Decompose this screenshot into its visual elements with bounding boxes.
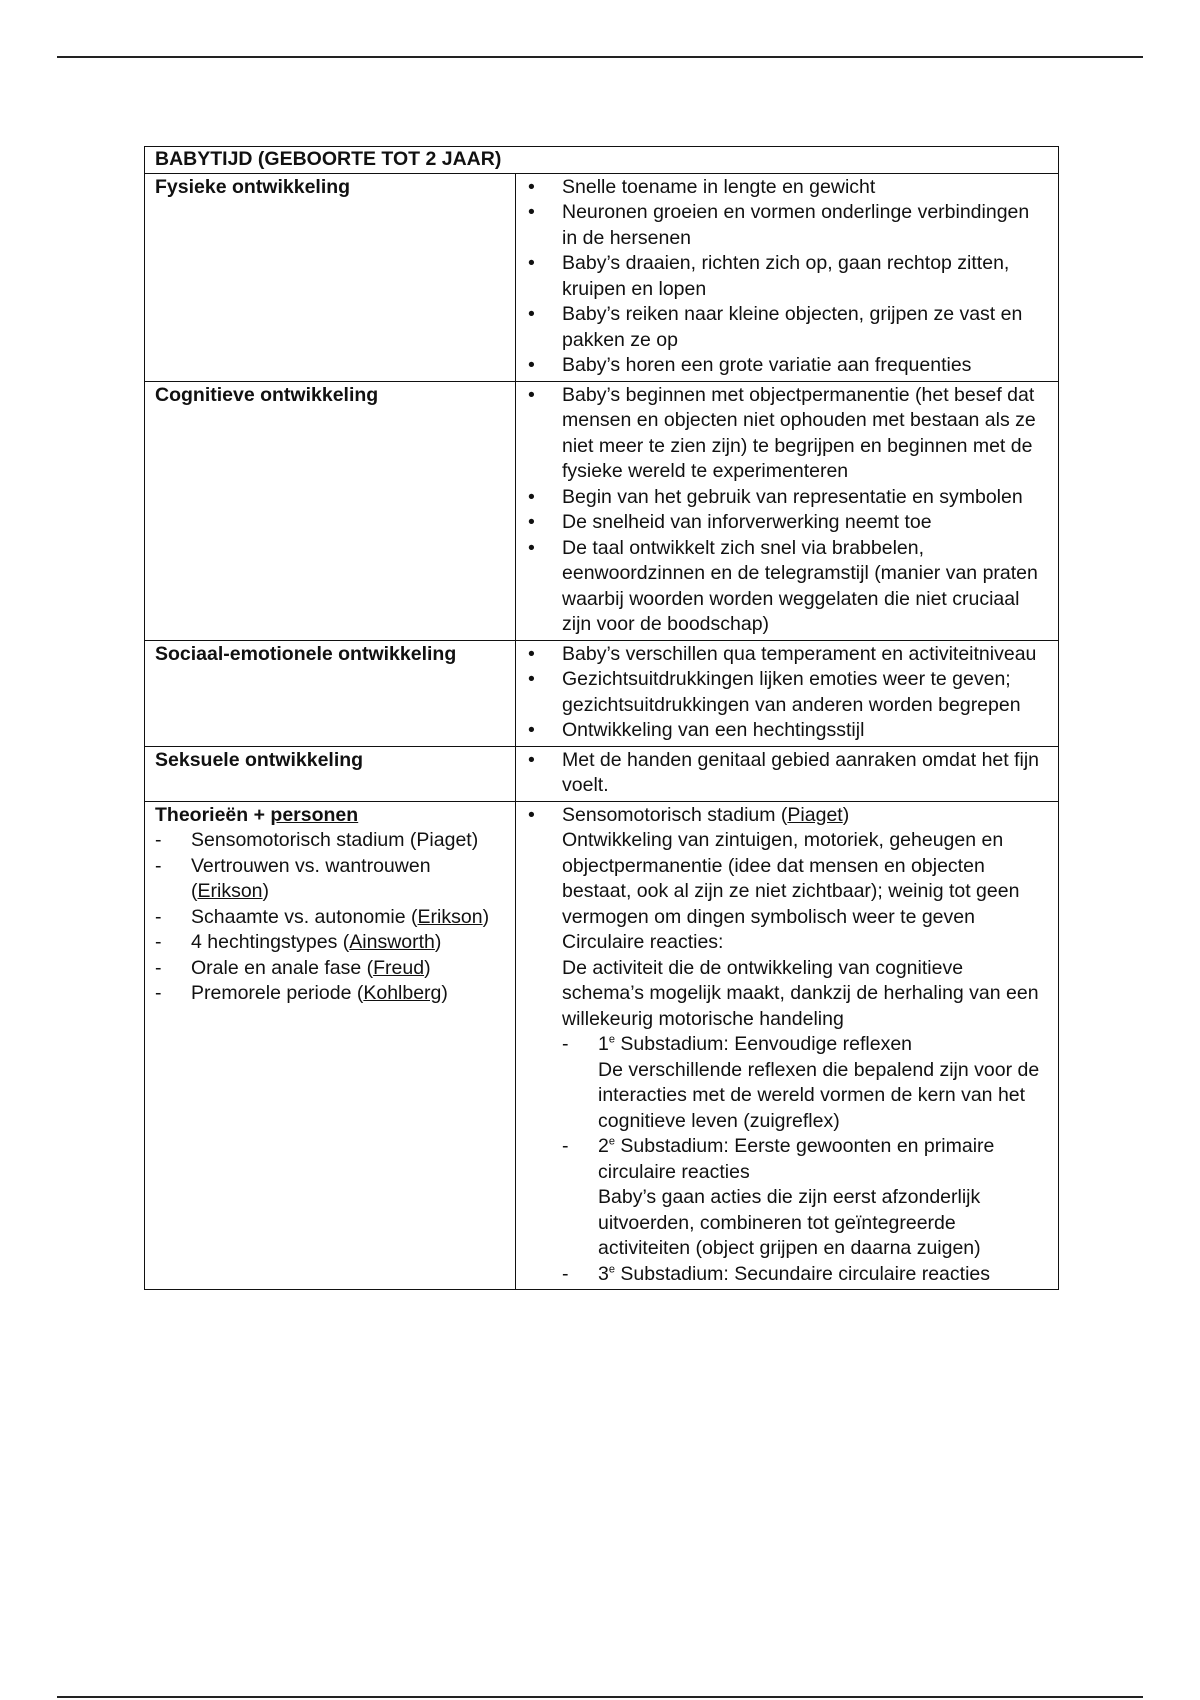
list-item: • Sensomotorisch stadium (Piaget) Ontwikkeling van zintuigen, motoriek, geheugen en objectpermanentie (idee dat mensen en objecten bestaat, ook al zijn ze niet zichtbaar); weinig tot geen vermogen om dingen symbolisch weer te geven Circulaire reacties: De activiteit die de ontwikkeling van cognitieve schema’s mogelijk maakt, dankzij de herhaling van een willekeurig motorische handeling [526, 803, 1048, 1033]
table-row-theorie [145, 801, 1059, 1290]
paragraph: De activiteit die de ontwikkeling van cognitieve schema’s mogelijk maakt, dankzij de herhaling van een willekeurig motorische handeling [562, 956, 1039, 1030]
row-label-cognitief: Cognitieve ontwikkeling [145, 381, 516, 640]
theorie-detail [526, 803, 1048, 1033]
list-item: • Neuronen groeien en vormen onderlinge verbindingen in de hersenen [526, 200, 1048, 251]
list-item: • Baby’s draaien, richten zich op, gaan rechtop zitten, kruipen en lopen [526, 251, 1048, 302]
paragraph: De verschillende reflexen die bepalend zijn voor de interacties met de wereld vormen de kern van het cognitieve leven (zuigreflex) [598, 1058, 1040, 1132]
list-item: • Baby’s beginnen met objectpermanentie (het besef dat mensen en objecten niet ophouden met bestaan als ze niet meer te zien zijn) te begrijpen en beginnen met de fysieke wereld te experimenteren [526, 383, 1048, 485]
row-label-sociaal: Sociaal-emotionele ontwikkeling [145, 640, 516, 746]
list-item: • Begin van het gebruik van representatie en symbolen [526, 485, 1048, 511]
seksueel-list [526, 748, 1048, 799]
header-rule [57, 56, 1143, 58]
sociaal-list [526, 642, 1048, 744]
list-item: • Gezichtsuitdrukkingen lijken emoties weer te geven; gezichtsuitdrukkingen van anderen worden begrepen [526, 667, 1048, 718]
paragraph: Baby’s gaan acties die zijn eerst afzonderlijk uitvoerden, combineren tot geïntegreerde activiteiten (object grijpen en daarna zuigen) [598, 1186, 981, 1259]
cognitief-list [526, 383, 1048, 638]
table-row-cognitief [145, 381, 1059, 640]
list-item: - 2e Substadium: Eerste gewoonten en primaire circulaire reacties Baby’s gaan acties die zijn eerst afzonderlijk uitvoerden, combineren tot geïntegreerde activiteiten (object grijpen en daarna zuigen) [562, 1134, 1048, 1262]
row-label-fysiek: Fysieke ontwikkeling [145, 173, 516, 381]
footer-rule [57, 1696, 1143, 1698]
list-item: • Ontwikkeling van een hechtingsstijl [526, 718, 1048, 744]
list-item: • De taal ontwikkelt zich snel via brabbelen, eenwoordzinnen en de telegramstijl (manier van praten waarbij woorden worden weggelaten die niet cruciaal zijn voor de boodschap) [526, 536, 1048, 638]
list-item: - Vertrouwen vs. wantrouwen (Erikson) [155, 854, 505, 905]
list-item: • Baby’s horen een grote variatie aan frequenties [526, 353, 1048, 379]
development-table [144, 146, 1059, 1290]
substadium-list [526, 1032, 1048, 1287]
row-label-theorie: Theorieën + personen [155, 803, 359, 826]
list-item: - Premorele periode (Kohlberg) [155, 981, 505, 1007]
list-item: - Orale en anale fase (Freud) [155, 956, 505, 982]
list-item: • Baby’s reiken naar kleine objecten, grijpen ze vast en pakken ze op [526, 302, 1048, 353]
list-item: - 1e Substadium: Eenvoudige reflexen De verschillende reflexen die bepalend zijn voor de interacties met de wereld vormen de kern van het cognitieve leven (zuigreflex) [562, 1032, 1048, 1134]
list-item: - Sensomotorisch stadium (Piaget) [155, 828, 505, 854]
paragraph: Ontwikkeling van zintuigen, motoriek, geheugen en objectpermanentie (idee dat mensen en objecten bestaat, ook al zijn ze niet zichtbaar); weinig tot geen vermogen om dingen symbolisch weer te geven [562, 829, 1020, 928]
table-title: BABYTIJD (GEBOORTE TOT 2 JAAR) [145, 147, 1059, 174]
table-row-seksueel [145, 746, 1059, 801]
list-item: • Met de handen genitaal gebied aanraken omdat het fijn voelt. [526, 748, 1048, 799]
paragraph: Circulaire reacties: [562, 931, 724, 953]
list-item: • De snelheid van inforverwerking neemt toe [526, 510, 1048, 536]
fysiek-list [526, 175, 1048, 379]
table-row-sociaal [145, 640, 1059, 746]
table-row-fysiek [145, 173, 1059, 381]
list-item: • Snelle toename in lengte en gewicht [526, 175, 1048, 201]
list-item: - 4 hechtingstypes (Ainsworth) [155, 930, 505, 956]
list-item: - Schaamte vs. autonomie (Erikson) [155, 905, 505, 931]
theorie-list [155, 828, 505, 1007]
row-label-seksueel: Seksuele ontwikkeling [145, 746, 516, 801]
list-item: • Baby’s verschillen qua temperament en activiteitniveau [526, 642, 1048, 668]
list-item: - 3e Substadium: Secundaire circulaire reacties [562, 1262, 1048, 1288]
